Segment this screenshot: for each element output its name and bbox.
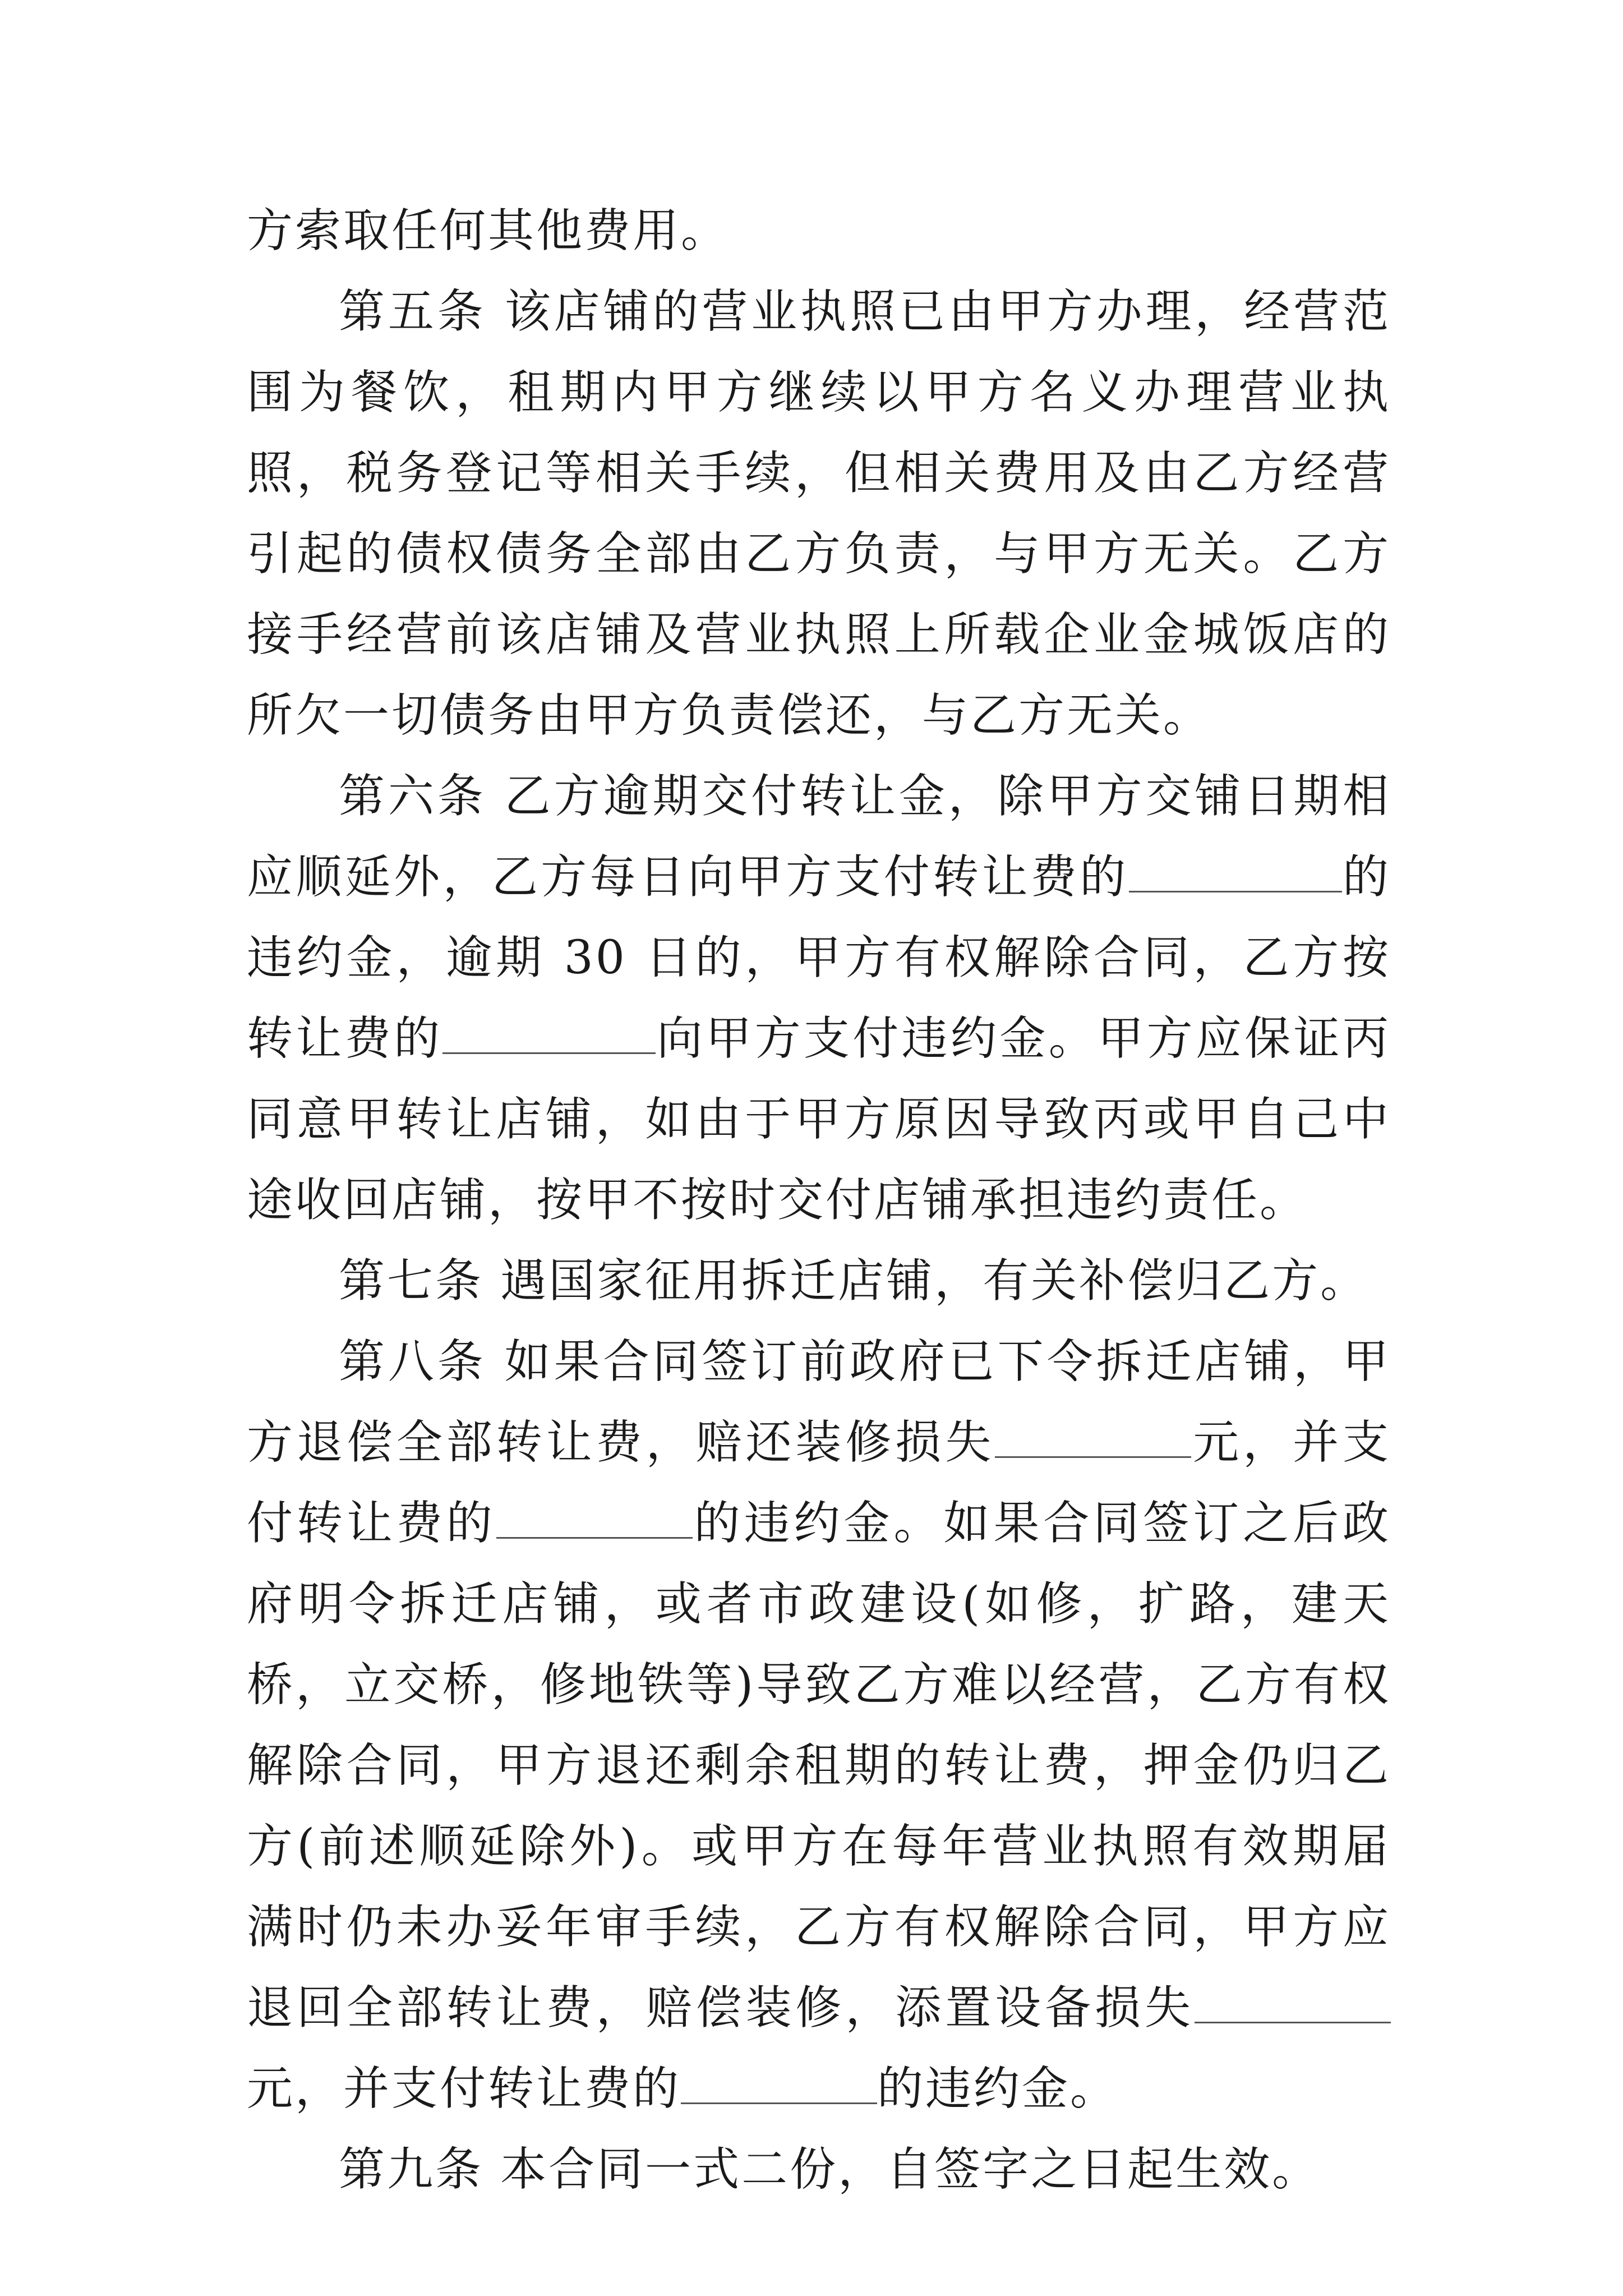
blank-field [442,1007,656,1054]
paragraph-text: 第九条 本合同一式二份，自签字之日起生效。 [339,2143,1321,2196]
article-8 [247,1322,1391,2129]
article-9 [247,2129,1391,2210]
blank-field [995,1411,1191,1458]
paragraph-text: 向甲方支付违约金。甲方应保证丙同意甲转让店铺，如由于甲方原因导致丙或甲自己中途收回店铺，按甲不按时交付店铺承担违约责任。 [247,1012,1391,1227]
paragraph-text: 的违约金。如果合同签订之后政府明令拆迁店铺，或者市政建设(如修，扩路，建天桥，立交桥，修地铁等)导致乙方难以经营，乙方有权解除合同，甲方退还剩余租期的转让费，押金仍归乙方(前述顺延除外)。或甲方在每年营业执照有效期届满时仍未办妥年审手续，乙方有权解除合同，甲方应退回全部转让费，赔偿装修，添置设备损失 [247,1497,1391,2035]
paragraph-text: 的违约金。 [877,2062,1119,2115]
article-7 [247,1241,1391,1322]
paragraph-continuation [247,191,1391,272]
blank-field [681,2058,877,2104]
article-5 [247,272,1391,756]
paragraph-text: 第六条 乙方逾期交付转让金，除甲方交铺日期相应顺延外，乙方每日向甲方支付转让费的 [247,770,1391,904]
paragraph-text: 第五条 该店铺的营业执照已由甲方办理，经营范围为餐饮，租期内甲方继续以甲方名义办理营业执照，税务登记等相关手续，但相关费用及由乙方经营引起的债权债务全部由乙方负责，与甲方无关。乙方接手经营前该店铺及营业执照上所载企业金城饭店的所欠一切债务由甲方负责偿还，与乙方无关。 [247,285,1391,742]
blank-field [496,1492,693,1539]
article-6 [247,756,1391,1241]
paragraph-text: 元，并支付转让费的 [247,2062,681,2115]
paragraph-text: 的违约金，逾期 30 日的，甲方有权解除合同，乙方按转让费的 [247,850,1391,1065]
document-body [247,191,1391,2210]
blank-field [1129,846,1342,892]
blank-field [1195,1977,1391,2023]
paragraph-text: 第八条 如果合同签订前政府已下令拆迁店铺，甲方退偿全部转让费，赔还装修损失 [247,1335,1391,1469]
paragraph-text: 方索取任何其他费用。 [247,204,730,257]
paragraph-text: 第七条 遇国家征用拆迁店铺，有关补偿归乙方。 [339,1254,1369,1308]
paragraph-text: 元，并支付转让费的 [247,1416,1391,1550]
